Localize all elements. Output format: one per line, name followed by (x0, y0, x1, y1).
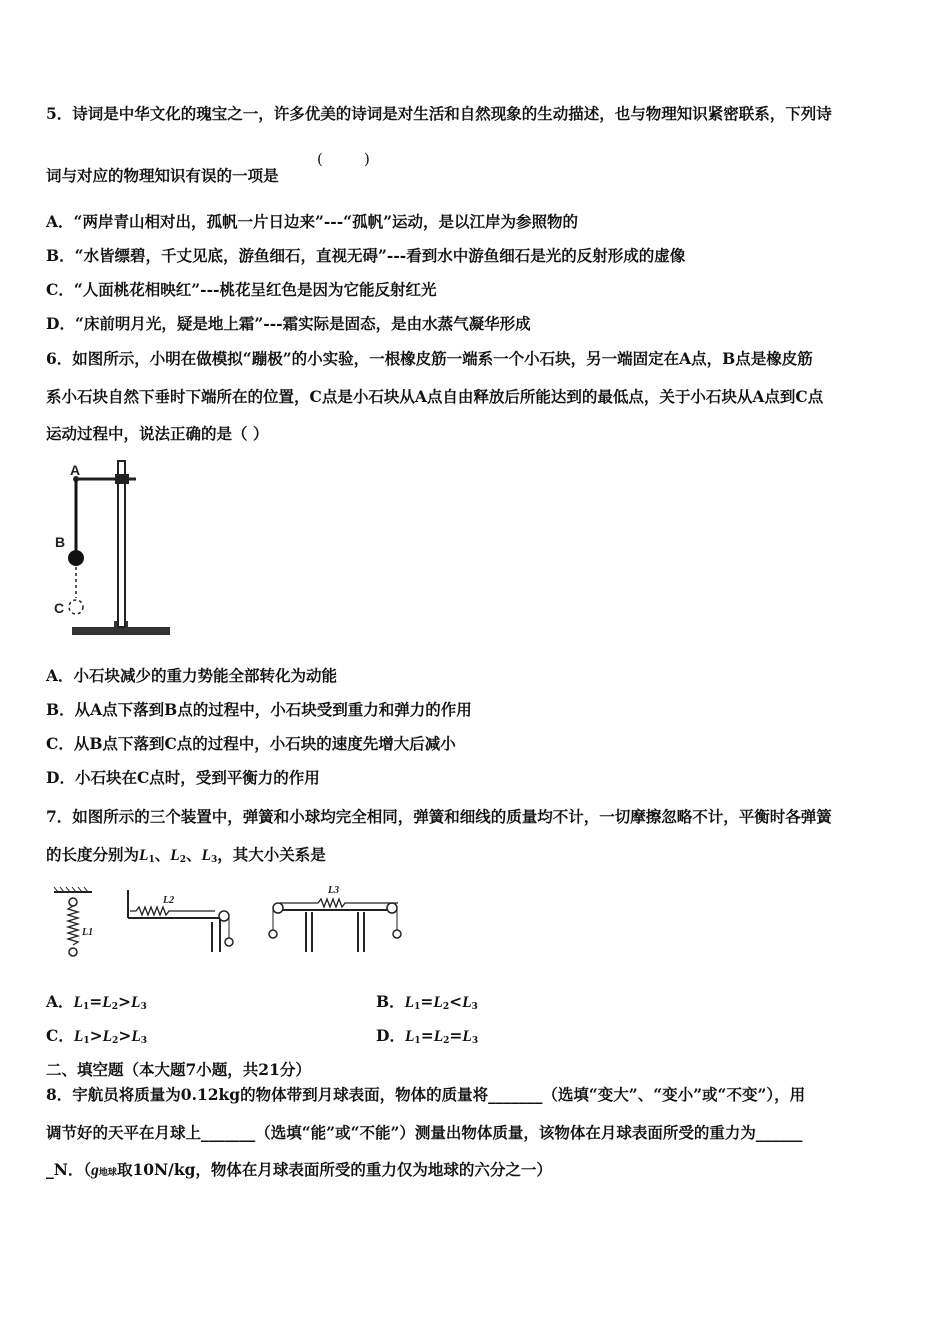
q6-stem-line1: 6．如图所示，小明在做模拟“蹦极”的小实验，一根橡皮筋一端系一个小石块，另一端固定在A点，B点是橡皮筋 (46, 349, 813, 368)
q6-option-a: A．小石块减少的重力势能全部转化为动能 (46, 666, 338, 685)
q5-answer-paren-close: ) (364, 150, 370, 168)
q7-stem-line2 (46, 843, 326, 865)
pulley-3-right (387, 903, 397, 913)
ball-1 (69, 948, 77, 956)
q7-option-c: C．$L_1>L_2>L_3$ (46, 1026, 148, 1046)
pulley-1 (69, 898, 77, 906)
pulley-2 (219, 911, 229, 921)
stone-at-c (69, 600, 83, 614)
q8-line1: 8．宇航员将质量为0.12kg的物体带到月球表面，物体的质量将_______（选填“变大”、“变小”或“不变”），用 (46, 1085, 806, 1104)
q6-stem-line3: 运动过程中，说法正确的是（ ） (46, 424, 269, 443)
q8-line3-post: 取10N/kg，物体在月球表面所受的重力仅为地球的六分之一） (116, 1160, 552, 1179)
q5-option-a: A．“两岸青山相对出，孤帆一片日边来”---“孤帆”运动，是以江岸为参照物的 (46, 212, 578, 231)
sep-2: 、 (186, 845, 202, 864)
stand-pole (118, 461, 125, 627)
stand-base (72, 627, 170, 635)
q8-line2: 调节好的天平在月球上_______（选填“能”或“不能”）测量出物体质量，该物体在月球表面所受的重力为______ (46, 1123, 803, 1142)
label-c: C (54, 600, 65, 616)
section-fill-in-title: 二、填空题（本大题7小题，共21分） (46, 1060, 311, 1079)
q8-line3-pre: _N．（ (46, 1160, 92, 1179)
q6-option-d: D．小石块在C点时，受到平衡力的作用 (46, 768, 320, 787)
g-symbol: g (91, 1162, 99, 1179)
q5-answer-paren-open: ( (317, 150, 323, 168)
q7-stem-pre: 的长度分别为 (46, 845, 140, 864)
sep-1: 、 (154, 845, 171, 864)
sub-1: 1 (148, 855, 155, 865)
pulley-3-left (273, 903, 283, 913)
spring-2 (130, 907, 215, 915)
sub-3: 3 (210, 855, 218, 865)
springs-figure (50, 880, 420, 965)
label-a: A (70, 462, 81, 478)
stone-at-b (68, 550, 84, 566)
q6-option-c: C．从B点下落到C点的过程中，小石块的速度先增大后减小 (46, 734, 456, 753)
ball-2 (225, 938, 233, 946)
ball-3-right (393, 930, 401, 938)
bungee-figure (46, 455, 181, 650)
fig-label-l2: L2 (163, 895, 175, 906)
var-l2: L (170, 847, 180, 864)
q6-option-b: B．从A点下落到B点的过程中，小石块受到重力和弹力的作用 (46, 700, 472, 719)
spring-3 (280, 899, 398, 907)
q8-line3 (46, 1158, 552, 1180)
q7-stem-post: ，其大小关系是 (217, 845, 326, 864)
q6-stem-line2: 系小石块自然下垂时下端所在的位置，C点是小石块从A点自由释放后所能达到的最低点，关于小石块从A点到C点 (46, 387, 824, 406)
q5-stem-line1: 5．诗词是中华文化的瑰宝之一，许多优美的诗词是对生活和自然现象的生动描述，也与物理知识紧密联系，下列诗 (46, 104, 832, 123)
spring-1 (68, 906, 78, 945)
q7-option-a: A．$L_1=L_2>L_3$ (46, 992, 147, 1012)
ball-3-left (269, 930, 277, 938)
q5-option-c: C．“人面桃花相映红”---桃花呈红色是因为它能反射红光 (46, 280, 437, 299)
var-l3: L (201, 847, 211, 864)
stand-clamp (115, 474, 129, 484)
var-l1: L (139, 847, 149, 864)
fig-label-l1: L1 (82, 927, 94, 938)
q5-option-d: D．“床前明月光，疑是地上霜”---霜实际是固态，是由水蒸气凝华形成 (46, 314, 531, 333)
q5-stem-line2: 词与对应的物理知识有误的一项是 (46, 166, 279, 185)
g-subscript: 地球 (98, 1168, 117, 1178)
sub-2: 2 (179, 855, 186, 865)
q7-option-b: B．$L_1=L_2<L_3$ (376, 992, 478, 1012)
q5-option-b: B．“水皆缥碧，千丈见底，游鱼细石，直视无碍”---看到水中游鱼细石是光的反射形成的虚像 (46, 246, 686, 265)
label-b: B (55, 534, 66, 550)
q7-option-d: D．$L_1=L_2=L_3$ (376, 1026, 479, 1046)
fig-label-l3: L3 (328, 885, 340, 896)
q7-stem-line1: 7．如图所示的三个装置中，弹簧和小球均完全相同，弹簧和细线的质量均不计，一切摩擦忽略不计，平衡时各弹簧 (46, 807, 832, 826)
